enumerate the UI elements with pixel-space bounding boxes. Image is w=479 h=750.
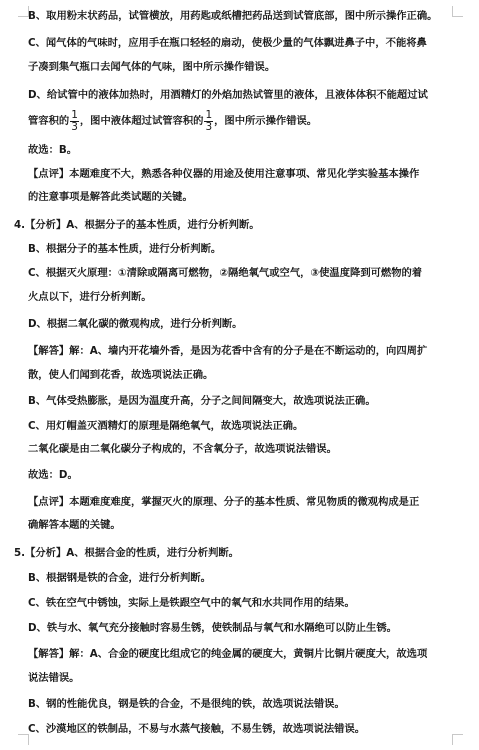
text-line: C、用灯帽盖灭酒精灯的原理是隔绝氧气，故选项说法正确。 [28, 420, 304, 432]
text-line: 火点以下，进行分析判断。 [28, 291, 152, 303]
text-segment: ，图中所示操作错误。 [214, 115, 318, 127]
text-line: B、根据钢是铁的合金，进行分析判断。 [28, 572, 211, 584]
text-line: C、闻气体的气味时，应用手在瓶口轻轻的扇动，使极少量的气体飘进鼻子中，不能将鼻 [28, 37, 427, 49]
text-line: 【点评】本题难度难度，掌握灭火的原理、分子的基本性质、常见物质的微观构成是正 [28, 496, 420, 508]
text-line: B、气体受热膨胀，是因为温度升高，分子之间间隔变大，故选项说法正确。 [28, 395, 376, 407]
text-line: 二氧化碳是由二氧化碳分子构成的，不含氧分子，故选项说法错误。 [28, 443, 337, 455]
text-line: D、给试管中的液体加热时，用酒精灯的外焰加热试管里的液体，且液体体积不能超过试 [28, 89, 428, 101]
text-line: 故选：B。 [28, 144, 78, 156]
fraction-numerator: 1 [71, 108, 78, 121]
text-line: C、沙漠地区的铁制品，不易与水蒸气接触，不易生锈，故选项说法错误。 [28, 723, 366, 735]
text-line: C、根据灭火原理：①清除或隔离可燃物，②隔绝氧气或空气，③使温度降到可燃物的着 [28, 267, 423, 279]
text-line: D、根据二氧化碳的微观构成，进行分析判断。 [28, 318, 243, 330]
text-line: B、钢的性能优良，钢是铁的合金，不是很纯的铁，故选项说法错误。 [28, 698, 345, 710]
text-line: D、铁与水、氧气充分接触时容易生锈，使铁制品与氧气和水隔绝可以防止生锈。 [28, 622, 397, 634]
text-line: C、铁在空气中锈蚀，实际上是铁跟空气中的氧气和水共同作用的结果。 [28, 597, 355, 609]
text-line: 5.【分析】A、根据合金的性质，进行分析判断。 [14, 547, 239, 559]
fraction-numerator: 1 [205, 108, 213, 121]
text-segment: ，图中液体超过试管容积的 [79, 115, 204, 127]
fraction-denominator: 3 [71, 120, 78, 133]
text-line: 确解答本题的关键。 [28, 519, 121, 531]
text-line: B、取用粉末状药品，试管横放，用药匙或纸槽把药品送到试管底部，图中所示操作正确。 [28, 10, 438, 22]
text-line: 的注意事项是解答此类试题的关键。 [28, 191, 193, 203]
crop-mark-top-right [452, 6, 463, 17]
fraction-denominator: 3 [205, 120, 213, 133]
text-line: 【解答】解：A、合金的硬度比组成它的纯金属的硬度大，黄铜片比铜片硬度大，故选项 [28, 648, 428, 660]
fraction-one-third [204, 110, 213, 133]
text-line: 说法错误。 [28, 672, 80, 684]
text-segment: 管容积的 [28, 115, 70, 127]
text-line: 散，使人们闻到花香，故选项说法正确。 [28, 369, 214, 381]
fraction-line [28, 106, 317, 136]
text-line: 4.【分析】A、根据分子的基本性质，进行分析判断。 [14, 219, 260, 231]
text-line: 故选：D。 [28, 469, 78, 481]
text-line: 【解答】解：A、墙内开花墙外香，是因为花香中含有的分子是在不断运动的，向四周扩 [28, 345, 428, 357]
crop-mark-bottom-right [452, 734, 463, 745]
text-line: B、根据分子的基本性质，进行分析判断。 [28, 243, 222, 255]
text-line: 子凑到集气瓶口去闻气体的气味，图中所示操作错误。 [28, 61, 276, 73]
fraction-one-third [70, 110, 79, 133]
text-line: 【点评】本题难度不大，熟悉各种仪器的用途及使用注意事项、常见化学实验基本操作 [28, 168, 420, 180]
